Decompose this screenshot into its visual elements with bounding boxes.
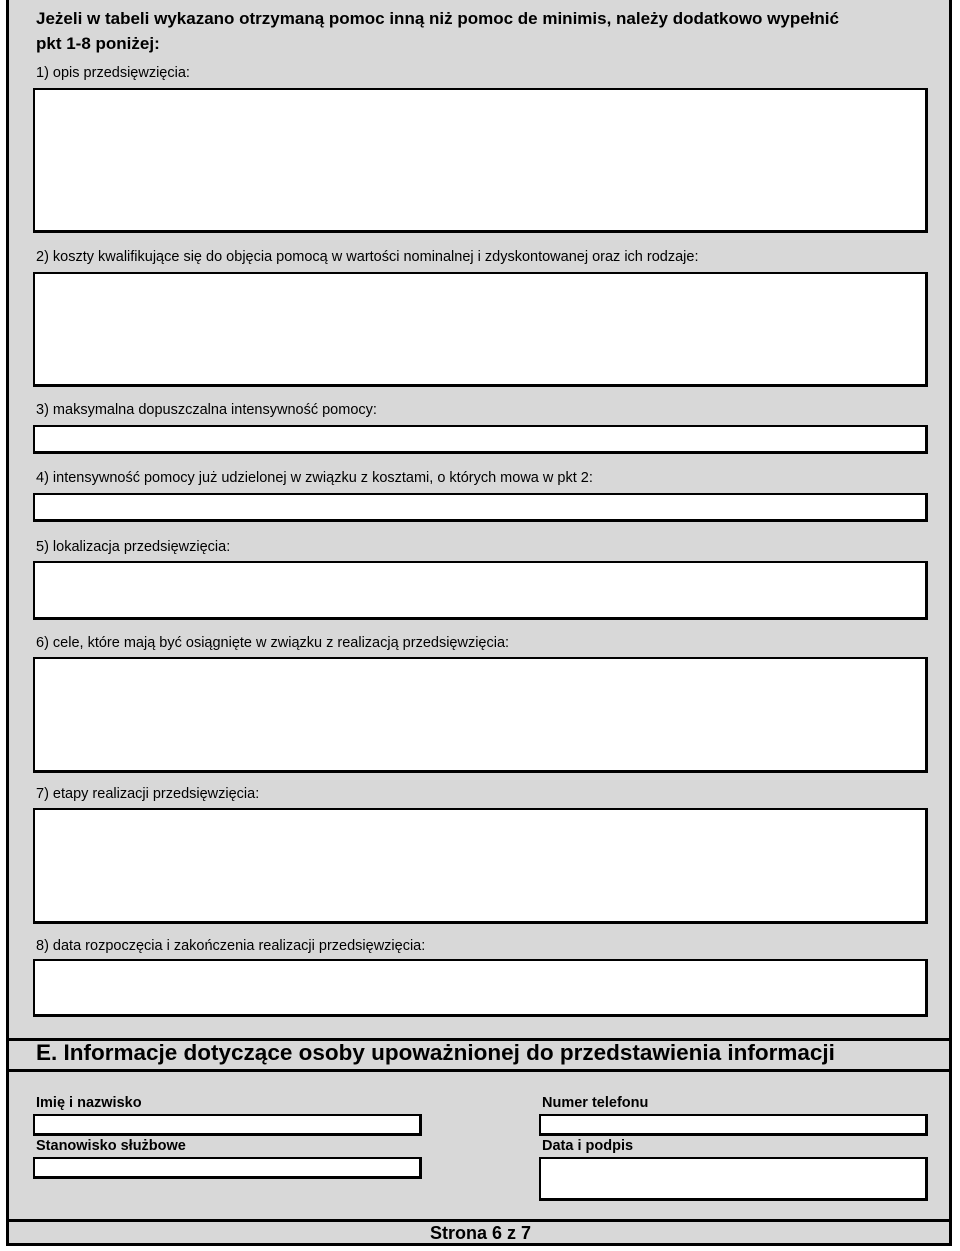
item-7-field[interactable]	[33, 808, 928, 924]
intro-line-1: Jeżeli w tabeli wykazano otrzymaną pomoc inną niż pomoc de minimis, należy dodatkowo wypełnić	[36, 9, 839, 28]
page-number: Strona 6 z 7	[430, 1223, 532, 1243]
name-label: Imię i nazwisko	[36, 1095, 142, 1111]
date-signature-field[interactable]	[539, 1157, 928, 1201]
position-label: Stanowisko służbowe	[36, 1138, 186, 1154]
footer-divider	[6, 1219, 952, 1222]
item-7-label: 7) etapy realizacji przedsięwzięcia:	[36, 786, 260, 802]
item-5-label: 5) lokalizacja przedsięwzięcia:	[36, 539, 231, 555]
item-4-label: 4) intensywność pomocy już udzielonej w związku z kosztami, o których mowa w pkt 2:	[36, 470, 593, 486]
position-field[interactable]	[33, 1157, 422, 1179]
item-3-field[interactable]	[33, 425, 928, 454]
item-3-label: 3) maksymalna dopuszczalna intensywność pomocy:	[36, 402, 377, 418]
item-8-field[interactable]	[33, 959, 928, 1017]
item-2-label: 2) koszty kwalifikujące się do objęcia pomocą w wartości nominalnej i zdyskontowanej oraz ich rodzaje:	[36, 249, 699, 265]
name-field[interactable]	[33, 1114, 422, 1136]
date-signature-label: Data i podpis	[542, 1138, 634, 1154]
item-4-field[interactable]	[33, 493, 928, 522]
section-e-title: E. Informacje dotyczące osoby upoważnionej do przedstawienia informacji	[36, 1040, 835, 1065]
item-2-field[interactable]	[33, 272, 928, 387]
phone-label: Numer telefonu	[542, 1095, 649, 1111]
item-6-label: 6) cele, które mają być osiągnięte w związku z realizacją przedsięwzięcia:	[36, 635, 510, 651]
intro-line-2: pkt 1-8 poniżej:	[36, 34, 160, 53]
item-1-field[interactable]	[33, 88, 928, 233]
item-1-label: 1) opis przedsięwzięcia:	[36, 65, 190, 81]
phone-field[interactable]	[539, 1114, 928, 1136]
item-6-field[interactable]	[33, 657, 928, 773]
item-8-label: 8) data rozpoczęcia i zakończenia realizacji przedsięwzięcia:	[36, 938, 426, 954]
item-5-field[interactable]	[33, 561, 928, 620]
